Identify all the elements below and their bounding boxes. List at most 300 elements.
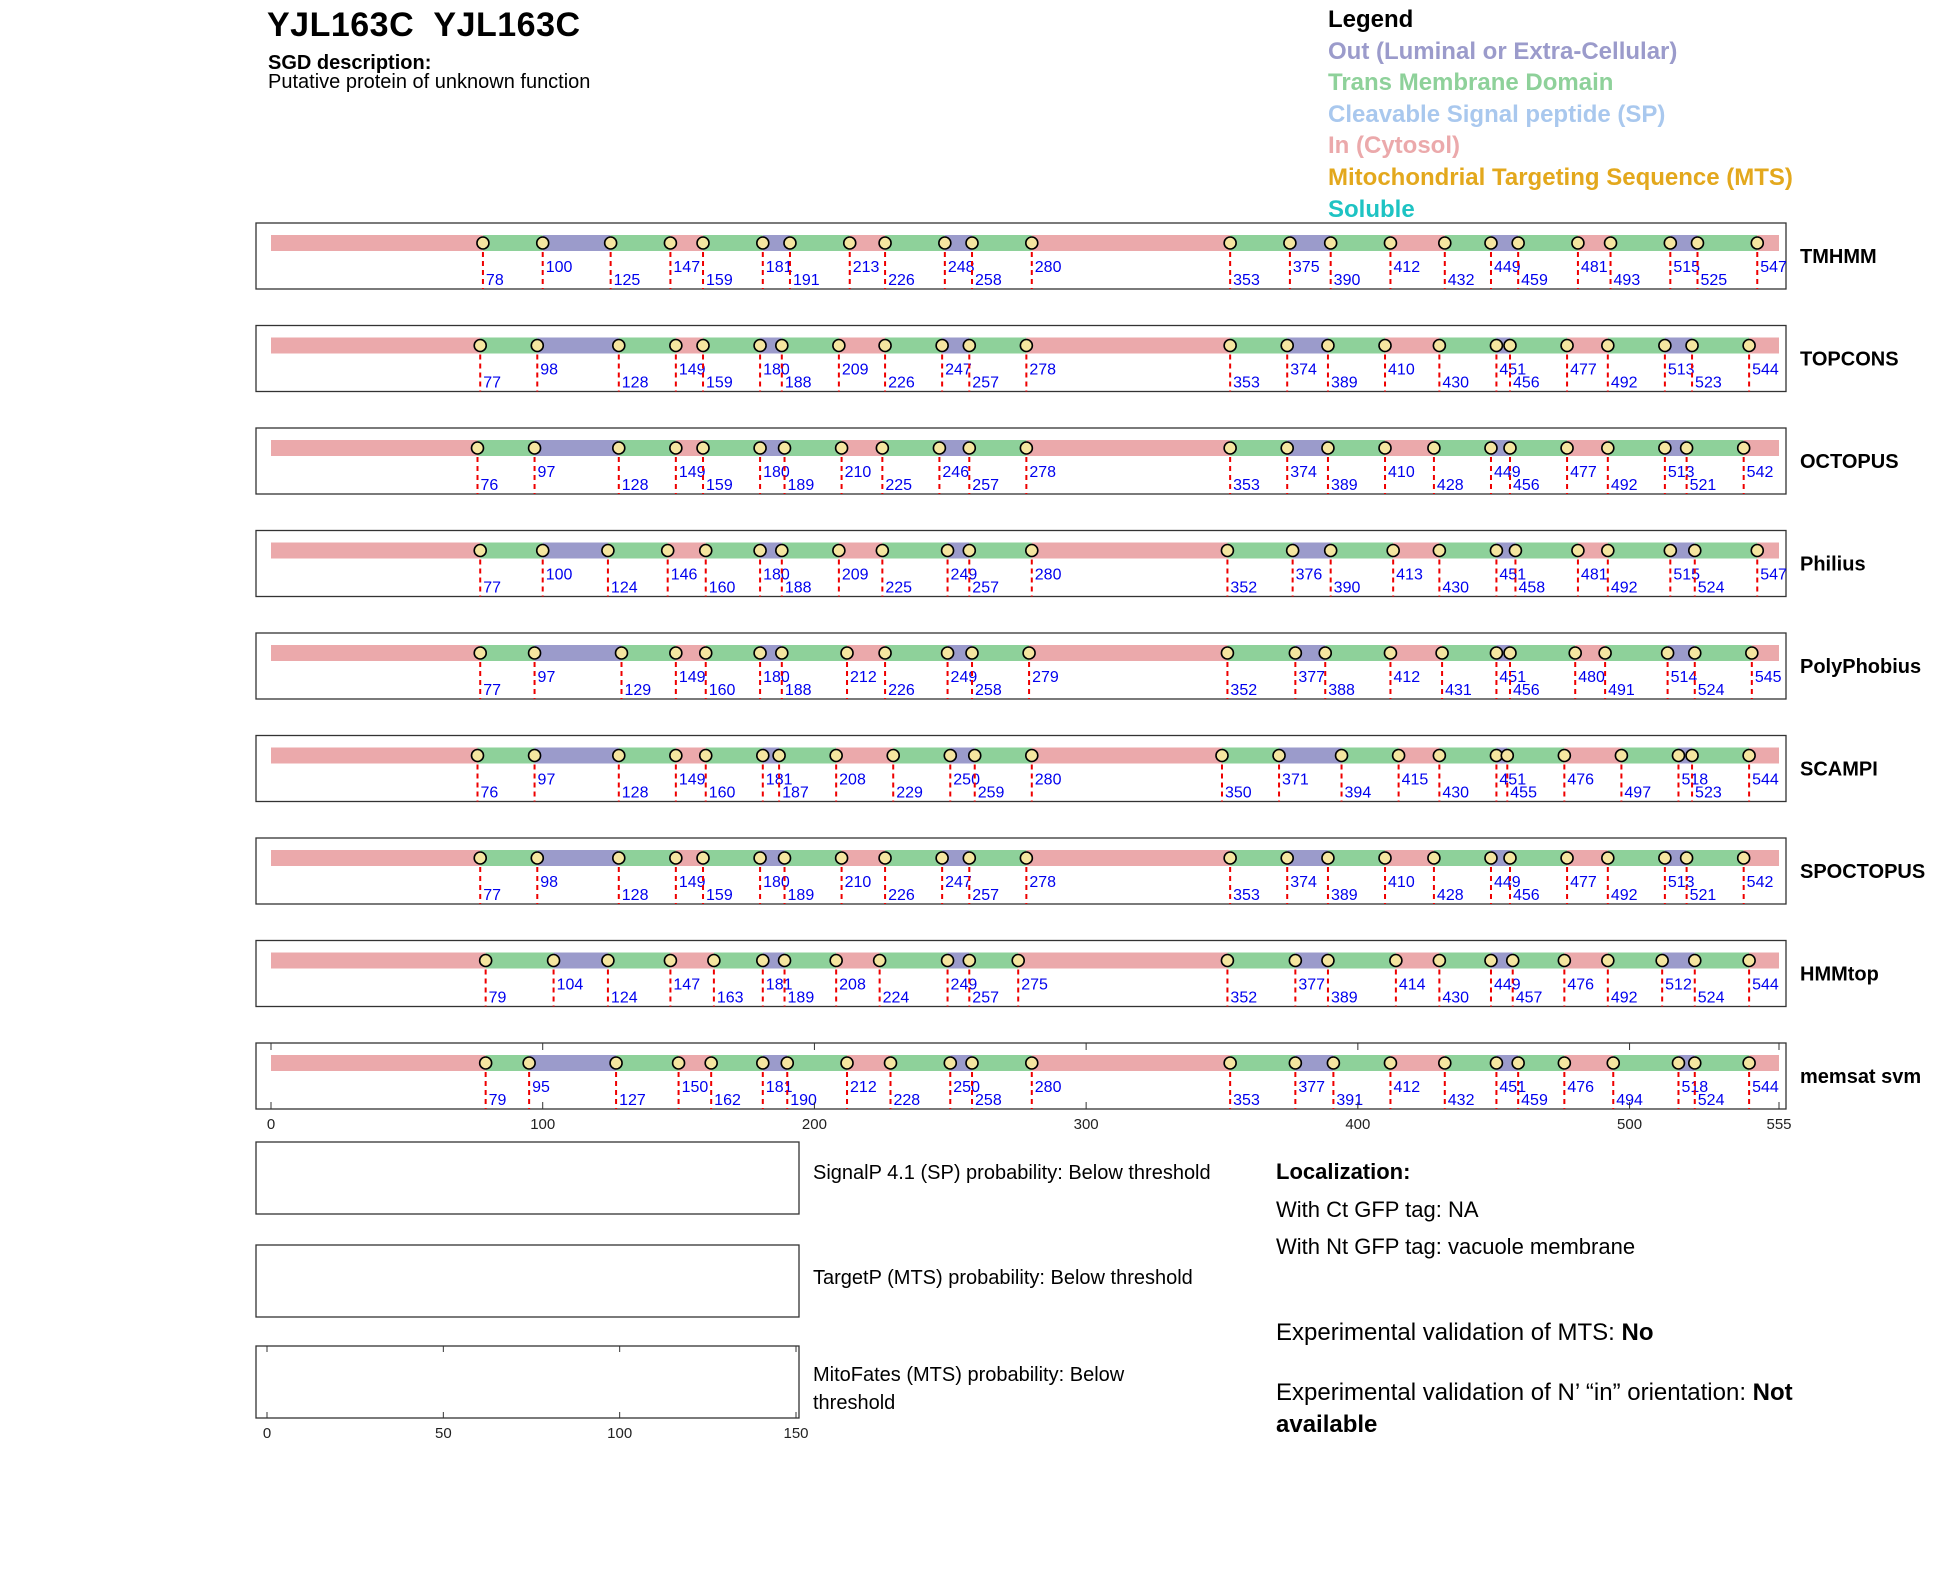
position-label: 544 <box>1752 361 1779 379</box>
position-label: 457 <box>1515 989 1543 1007</box>
boundary-marker <box>963 442 975 454</box>
legend-item-tm: Trans Membrane Domain <box>1328 69 1614 97</box>
boundary-marker <box>1224 340 1236 352</box>
position-label: 524 <box>1697 1092 1725 1109</box>
boundary-marker <box>1433 955 1445 967</box>
x-tick-label: 0 <box>266 1116 276 1133</box>
boundary-marker <box>836 442 848 454</box>
segment-in <box>1026 338 1230 354</box>
position-label: 97 <box>537 669 556 686</box>
position-label: 278 <box>1029 464 1057 481</box>
boundary-marker <box>1387 545 1399 557</box>
segment-tm <box>782 543 839 559</box>
position-label: 451 <box>1499 361 1527 379</box>
boundary-marker <box>944 1057 956 1069</box>
boundary-marker <box>1738 442 1750 454</box>
position-label: 181 <box>765 771 793 789</box>
segment-tm <box>880 953 948 969</box>
position-label: 257 <box>972 989 1000 1007</box>
position-label: 492 <box>1610 374 1638 392</box>
boundary-marker <box>670 647 682 659</box>
position-label: 352 <box>1230 989 1258 1007</box>
position-label: 190 <box>790 1092 817 1109</box>
boundary-marker <box>1558 955 1570 967</box>
position-label: 515 <box>1673 259 1701 276</box>
position-label: 79 <box>488 989 507 1007</box>
boundary-marker <box>1433 545 1445 557</box>
boundary-marker <box>1490 1057 1502 1069</box>
segment-out <box>543 235 611 251</box>
position-label: 513 <box>1667 464 1695 481</box>
boundary-marker <box>1490 647 1502 659</box>
position-label: 524 <box>1697 682 1725 699</box>
position-label: 459 <box>1521 1092 1548 1109</box>
segment-tm <box>891 1055 951 1071</box>
segment-tm <box>1445 235 1491 251</box>
position-label: 477 <box>1570 464 1597 481</box>
segment-tm <box>619 850 676 866</box>
boundary-marker <box>879 237 891 249</box>
boundary-marker <box>963 340 975 352</box>
boundary-marker <box>474 852 486 864</box>
segment-out <box>537 850 619 866</box>
boundary-marker <box>1561 852 1573 864</box>
position-label: 353 <box>1233 887 1260 904</box>
boundary-marker <box>1686 750 1698 762</box>
boundary-marker <box>833 545 845 557</box>
segment-tm <box>1608 850 1665 866</box>
position-label: 412 <box>1393 1079 1421 1096</box>
x-tick-label: 300 <box>1073 1116 1099 1133</box>
boundary-marker <box>610 1057 622 1069</box>
boundary-marker <box>673 1057 685 1069</box>
boundary-marker <box>1322 340 1334 352</box>
localization-ct: With Ct GFP tag: NA <box>1276 1197 1479 1222</box>
boundary-marker <box>773 750 785 762</box>
segment-tm <box>1331 235 1391 251</box>
segment-tm <box>486 953 554 969</box>
position-label: 149 <box>678 361 706 379</box>
segment-tm <box>478 440 535 456</box>
segment-tm <box>785 953 837 969</box>
position-label: 212 <box>850 669 877 686</box>
segment-tm <box>1230 338 1287 354</box>
segment-tm <box>969 543 1031 559</box>
position-label: 279 <box>1032 669 1059 686</box>
position-label: 451 <box>1499 771 1527 789</box>
position-label: 456 <box>1513 477 1540 494</box>
mitofates-label-line1: MitoFates (MTS) probability: Below <box>813 1364 1125 1386</box>
position-label: 280 <box>1034 566 1062 584</box>
position-label: 189 <box>787 989 815 1007</box>
segment-tm <box>1325 645 1390 661</box>
segment-tm <box>1608 543 1670 559</box>
page-title: YJL163C YJL163C <box>267 6 581 44</box>
position-label: 544 <box>1752 771 1779 789</box>
boundary-marker <box>1284 237 1296 249</box>
boundary-marker <box>1216 750 1228 762</box>
boundary-marker <box>480 955 492 967</box>
track-hmmtop <box>256 941 1879 1007</box>
position-label: 208 <box>839 771 866 789</box>
boundary-marker <box>963 955 975 967</box>
segment-tm <box>882 543 947 559</box>
segment-in <box>836 748 893 764</box>
segment-out <box>543 543 608 559</box>
position-label: 410 <box>1388 361 1415 379</box>
segment-tm <box>608 953 670 969</box>
segment-tm <box>779 748 836 764</box>
position-label: 280 <box>1034 259 1062 276</box>
boundary-marker <box>529 442 541 454</box>
boundary-marker <box>708 955 720 967</box>
boundary-marker <box>876 545 888 557</box>
segment-in <box>1385 440 1434 456</box>
position-label: 124 <box>610 989 638 1007</box>
boundary-marker <box>1672 1057 1684 1069</box>
boundary-marker <box>1325 545 1337 557</box>
boundary-marker <box>1439 237 1451 249</box>
mitofates-panel <box>256 1346 799 1418</box>
boundary-marker <box>754 545 766 557</box>
boundary-marker <box>963 852 975 864</box>
position-label: 376 <box>1295 566 1323 584</box>
track-octopus <box>256 428 1899 494</box>
boundary-marker <box>1012 955 1024 967</box>
boundary-marker <box>1281 852 1293 864</box>
boundary-marker <box>1490 545 1502 557</box>
position-label: 188 <box>784 682 812 699</box>
boundary-marker <box>1020 340 1032 352</box>
segment-tm <box>703 338 760 354</box>
position-label: 149 <box>678 874 706 891</box>
segment-in <box>1026 850 1230 866</box>
position-label: 128 <box>621 477 649 494</box>
boundary-marker <box>944 750 956 762</box>
position-label: 514 <box>1670 669 1698 686</box>
segment-in <box>271 953 486 969</box>
position-label: 160 <box>708 682 736 699</box>
prob-tick-label: 50 <box>434 1425 452 1442</box>
position-label: 410 <box>1388 874 1415 891</box>
position-label: 257 <box>972 477 1000 494</box>
prob-tick-label: 100 <box>607 1425 633 1442</box>
boundary-marker <box>1224 852 1236 864</box>
position-label: 188 <box>784 579 812 597</box>
position-label: 428 <box>1436 477 1464 494</box>
segment-in <box>1390 1055 1444 1071</box>
position-label: 129 <box>624 682 652 699</box>
boundary-marker <box>531 852 543 864</box>
position-label: 124 <box>610 579 638 597</box>
segment-tm <box>785 440 842 456</box>
boundary-marker <box>1325 237 1337 249</box>
position-label: 225 <box>885 579 913 597</box>
segment-tm <box>1695 953 1749 969</box>
boundary-marker <box>1746 647 1758 659</box>
boundary-marker <box>936 852 948 864</box>
boundary-marker <box>757 955 769 967</box>
position-label: 160 <box>708 784 736 802</box>
boundary-marker <box>664 237 676 249</box>
boundary-marker <box>1605 237 1617 249</box>
segment-tm <box>1227 543 1292 559</box>
position-label: 181 <box>765 259 793 276</box>
boundary-marker <box>966 237 978 249</box>
position-label: 128 <box>621 784 649 802</box>
boundary-marker <box>933 442 945 454</box>
boundary-marker <box>616 647 628 659</box>
position-label: 213 <box>852 259 880 276</box>
boundary-marker <box>1558 1057 1570 1069</box>
experimental-orientation-value: Not <box>1752 1379 1793 1406</box>
position-label: 226 <box>888 374 915 392</box>
position-label: 491 <box>1608 682 1635 699</box>
boundary-marker <box>754 340 766 352</box>
experimental-mts-value: No <box>1621 1319 1654 1346</box>
position-label: 97 <box>537 771 556 789</box>
position-label: 128 <box>621 374 649 392</box>
position-label: 209 <box>841 566 869 584</box>
position-label: 388 <box>1328 682 1355 699</box>
targetp-label: TargetP (MTS) probability: Below threshold <box>813 1267 1193 1289</box>
boundary-marker <box>697 442 709 454</box>
position-label: 78 <box>485 272 504 289</box>
boundary-marker <box>1751 545 1763 557</box>
topology-tracks <box>256 223 1925 1109</box>
boundary-marker <box>548 955 560 967</box>
position-label: 98 <box>540 874 559 891</box>
position-label: 159 <box>706 887 733 904</box>
position-label: 146 <box>670 566 698 584</box>
boundary-marker <box>472 750 484 762</box>
position-label: 492 <box>1610 477 1638 494</box>
boundary-marker <box>1607 1057 1619 1069</box>
position-label: 523 <box>1695 374 1722 392</box>
boundary-marker <box>942 647 954 659</box>
segment-tm <box>1518 1055 1564 1071</box>
position-label: 544 <box>1752 1079 1779 1096</box>
position-label: 226 <box>888 887 915 904</box>
position-label: 352 <box>1230 682 1258 699</box>
boundary-marker <box>1281 340 1293 352</box>
position-label: 159 <box>706 477 733 494</box>
segment-tm <box>611 235 671 251</box>
boundary-marker <box>1289 955 1301 967</box>
boundary-marker <box>833 340 845 352</box>
boundary-marker <box>1602 852 1614 864</box>
segment-tm <box>703 440 760 456</box>
position-label: 79 <box>488 1092 507 1109</box>
position-label: 76 <box>480 477 499 494</box>
boundary-marker <box>781 1057 793 1069</box>
segment-tm <box>483 235 543 251</box>
segment-in <box>1390 235 1444 251</box>
segment-tm <box>785 850 842 866</box>
segment-tm <box>1328 953 1396 969</box>
boundary-marker <box>1289 1057 1301 1069</box>
legend-item-in: In (Cytosol) <box>1328 132 1460 160</box>
position-label: 280 <box>1034 771 1062 789</box>
boundary-marker <box>1379 852 1391 864</box>
position-label: 125 <box>613 272 641 289</box>
position-label: 542 <box>1746 464 1774 481</box>
boundary-marker <box>1026 1057 1038 1069</box>
boundary-marker <box>1615 750 1627 762</box>
position-label: 413 <box>1396 566 1423 584</box>
position-label: 160 <box>708 579 736 597</box>
boundary-marker <box>936 340 948 352</box>
segment-tm <box>703 235 763 251</box>
boundary-marker <box>1656 955 1668 967</box>
boundary-marker <box>602 955 614 967</box>
boundary-marker <box>613 340 625 352</box>
boundary-marker <box>1485 955 1497 967</box>
boundary-marker <box>836 852 848 864</box>
position-label: 377 <box>1298 1079 1326 1096</box>
legend-title: Legend <box>1328 6 1414 33</box>
track-topcons <box>256 326 1899 392</box>
position-label: 180 <box>763 566 790 584</box>
segment-tm <box>1328 850 1385 866</box>
boundary-marker <box>779 442 791 454</box>
boundary-marker <box>874 955 886 967</box>
boundary-marker <box>885 1057 897 1069</box>
segment-tm <box>885 850 942 866</box>
boundary-marker <box>1273 750 1285 762</box>
position-label: 451 <box>1499 566 1527 584</box>
position-label: 257 <box>972 887 1000 904</box>
boundary-marker <box>474 647 486 659</box>
position-label: 226 <box>888 272 915 289</box>
predictor-name: TMHMM <box>1800 246 1877 268</box>
position-label: 524 <box>1697 989 1725 1007</box>
segment-in <box>1393 543 1439 559</box>
boundary-marker <box>776 340 788 352</box>
boundary-marker <box>613 750 625 762</box>
boundary-marker <box>1379 340 1391 352</box>
boundary-marker <box>662 545 674 557</box>
boundary-marker <box>1561 442 1573 454</box>
segment-tm <box>711 1055 763 1071</box>
position-label: 147 <box>673 976 701 994</box>
boundary-marker <box>841 1057 853 1069</box>
position-label: 481 <box>1580 566 1608 584</box>
segment-tm <box>969 953 1018 969</box>
boundary-marker <box>1436 647 1448 659</box>
segment-tm <box>714 953 763 969</box>
position-label: 163 <box>716 989 744 1007</box>
segment-in <box>271 1055 486 1071</box>
experimental-orientation-label: Experimental validation of N’ “in” orientation: <box>1276 1379 1753 1406</box>
position-label: 410 <box>1388 464 1415 481</box>
position-label: 377 <box>1298 669 1326 686</box>
position-label: 249 <box>950 566 978 584</box>
segment-in <box>1564 748 1621 764</box>
segment-in <box>1564 1055 1613 1071</box>
boundary-marker <box>1743 750 1755 762</box>
segment-tm <box>478 748 535 764</box>
boundary-marker <box>963 545 975 557</box>
position-label: 229 <box>896 784 923 802</box>
segment-tm <box>608 543 668 559</box>
position-label: 456 <box>1513 682 1540 699</box>
experimental-orientation-value-cont: available <box>1276 1411 1378 1438</box>
position-label: 189 <box>787 887 815 904</box>
boundary-marker <box>1689 647 1701 659</box>
segment-tm <box>1605 645 1667 661</box>
segment-tm <box>1510 440 1567 456</box>
segment-tm <box>1434 440 1491 456</box>
boundary-marker <box>613 852 625 864</box>
position-label: 149 <box>678 464 706 481</box>
track-philius <box>256 531 1866 597</box>
segment-tm <box>1442 645 1496 661</box>
boundary-marker <box>1390 955 1402 967</box>
position-label: 104 <box>556 976 584 994</box>
legend-item-mts: Mitochondrial Targeting Sequence (MTS) <box>1328 163 1793 191</box>
mitofates-label-line2: threshold <box>813 1392 896 1414</box>
segment-tm <box>1230 235 1290 251</box>
position-label: 226 <box>888 682 915 699</box>
position-label: 147 <box>673 259 701 276</box>
segment-out <box>537 338 619 354</box>
position-label: 455 <box>1510 784 1537 802</box>
position-label: 257 <box>972 579 1000 597</box>
boundary-marker <box>1428 852 1440 864</box>
boundary-marker <box>1026 237 1038 249</box>
segment-tm <box>1230 1055 1295 1071</box>
segment-tm <box>790 235 850 251</box>
position-label: 374 <box>1290 464 1317 481</box>
boundary-marker <box>670 852 682 864</box>
segment-out <box>529 1055 616 1071</box>
boundary-marker <box>757 1057 769 1069</box>
segment-tm <box>1692 748 1749 764</box>
segment-out <box>554 953 608 969</box>
predictor-name: Philius <box>1800 553 1866 576</box>
position-label: 391 <box>1336 1092 1364 1109</box>
boundary-marker <box>879 340 891 352</box>
position-label: 547 <box>1760 566 1787 584</box>
boundary-marker <box>1224 237 1236 249</box>
position-label: 390 <box>1333 272 1361 289</box>
position-label: 432 <box>1447 272 1475 289</box>
segment-tm <box>1697 235 1757 251</box>
segment-tm <box>1439 748 1496 764</box>
boundary-marker <box>1384 647 1396 659</box>
boundary-marker <box>1026 545 1038 557</box>
segment-tm <box>1513 953 1565 969</box>
probability-panels <box>256 1142 809 1442</box>
segment-tm <box>619 338 676 354</box>
segment-in <box>271 748 478 764</box>
segment-tm <box>1608 953 1662 969</box>
segment-tm <box>1439 953 1491 969</box>
segment-tm <box>893 748 950 764</box>
segment-tm <box>480 645 534 661</box>
boundary-marker <box>474 545 486 557</box>
segment-tm <box>706 748 763 764</box>
boundary-marker <box>472 442 484 454</box>
boundary-marker <box>784 237 796 249</box>
segment-tm <box>1434 850 1491 866</box>
position-label: 545 <box>1754 669 1782 686</box>
segment-in <box>839 338 885 354</box>
boundary-marker <box>1485 237 1497 249</box>
experimental-mts-label: Experimental validation of MTS: <box>1276 1319 1622 1346</box>
segment-in <box>271 645 480 661</box>
